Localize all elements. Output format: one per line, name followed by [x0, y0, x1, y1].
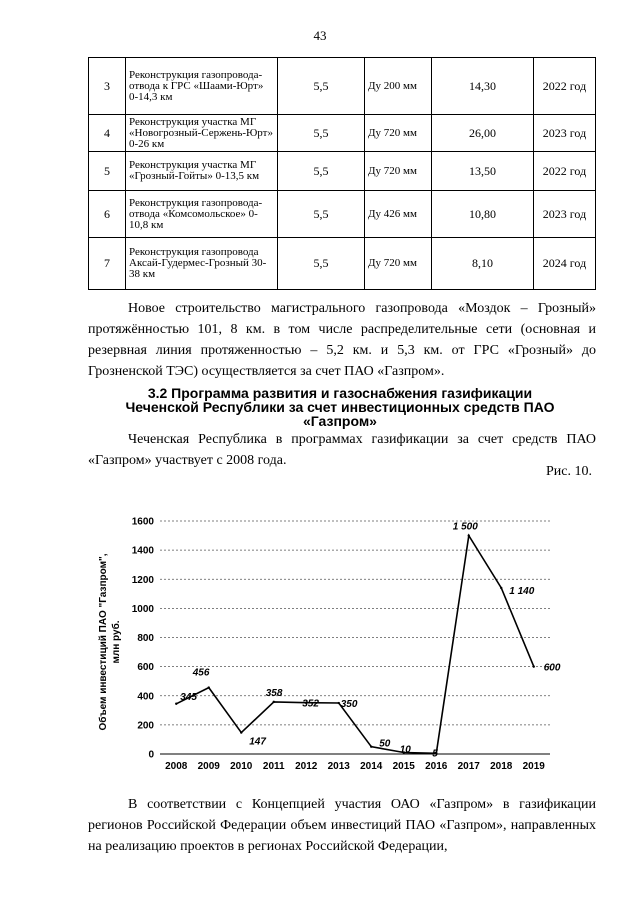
y-axis-title-line1: Объем инвестиций ПАО "Газпром", — [98, 553, 109, 731]
data-point — [273, 701, 275, 703]
y-tick-label: 200 — [137, 720, 154, 732]
project-name: Реконструкция газопровода-отвода к ГРС «Шаами-Юрт» 0-14,3 км — [126, 58, 278, 115]
x-tick-label: 2016 — [425, 761, 448, 772]
row-number: 6 — [89, 191, 126, 238]
x-tick-label: 2018 — [490, 761, 513, 772]
pressure-value: 5,5 — [278, 115, 365, 152]
table-row — [89, 115, 596, 152]
y-tick-label: 1400 — [131, 545, 154, 557]
project-name: Реконструкция участка МГ «Грозный-Гойты» 0-13,5 км — [126, 152, 278, 191]
x-tick-label: 2009 — [197, 761, 220, 772]
length-km: 26,00 — [432, 115, 534, 152]
investment-line-chart — [88, 505, 561, 780]
project-name: Реконструкция газопровода Аксай-Гудермес-Грозный 30-38 км — [126, 238, 278, 290]
y-tick-label: 600 — [137, 662, 154, 674]
table-row — [89, 152, 596, 191]
data-point — [533, 665, 535, 667]
completion-year: 2022 год — [534, 58, 596, 115]
data-label: 147 — [249, 736, 266, 748]
project-name: Реконструкция участка МГ «Новогрозный-Сержень-Юрт» 0-26 км — [126, 115, 278, 152]
x-tick-label: 2019 — [522, 761, 545, 772]
section-heading: 3.2 Программа развития и газоснабжения газификации Чеченской Республики за счет инвестиционных средств ПАО «Газпром» — [125, 385, 555, 429]
completion-year: 2023 год — [534, 191, 596, 238]
x-tick-label: 2014 — [360, 761, 383, 772]
row-number: 4 — [89, 115, 126, 152]
table-row — [89, 58, 596, 115]
paragraph-concept: В соответствии с Концепцией участия ОАО «Газпром» в газификации регионов Российской Федерации объем инвестиций ПАО «Газпром», направленных на реализацию проектов в регионах Российской Федерации, — [88, 797, 596, 854]
project-name: Реконструкция газопровода-отвода «Комсомольское» 0-10,8 км — [126, 191, 278, 238]
length-km: 10,80 — [432, 191, 534, 238]
length-km: 13,50 — [432, 152, 534, 191]
data-point — [468, 534, 470, 536]
pipe-diameter: Ду 720 мм — [365, 238, 432, 290]
y-tick-label: 800 — [137, 633, 154, 644]
x-tick-label: 2011 — [262, 761, 285, 772]
x-tick-label: 2008 — [165, 761, 188, 772]
pressure-value: 5,5 — [278, 238, 365, 290]
x-tick-label: 2012 — [295, 761, 318, 772]
row-number: 3 — [89, 58, 126, 115]
row-number: 7 — [89, 238, 126, 290]
page-number: 43 — [313, 28, 327, 43]
pressure-value: 5,5 — [278, 58, 365, 115]
data-point — [175, 703, 177, 705]
data-label: 456 — [192, 667, 210, 679]
pressure-value: 5,5 — [278, 152, 365, 191]
completion-year: 2023 год — [534, 115, 596, 152]
y-tick-label: 0 — [148, 749, 154, 761]
table-row — [89, 238, 596, 290]
length-km: 14,30 — [432, 58, 534, 115]
pipe-diameter: Ду 200 мм — [365, 58, 432, 115]
x-tick-label: 2017 — [457, 761, 480, 772]
completion-year: 2024 год — [534, 238, 596, 290]
row-number: 5 — [89, 152, 126, 191]
data-point — [500, 587, 502, 589]
data-label: 50 — [379, 738, 391, 750]
data-point — [240, 731, 242, 733]
data-label: 345 — [180, 691, 197, 703]
data-label: 358 — [265, 687, 283, 699]
data-label: 5 — [432, 748, 438, 760]
pipe-diameter: Ду 426 мм — [365, 191, 432, 238]
data-label: 1 500 — [452, 521, 478, 533]
y-tick-label: 1200 — [131, 574, 154, 586]
paragraph-new-construction: Новое строительство магистрального газопровода «Моздок – Грозный» протяжённостью 101, 8 км. в том числе распределительные сети (основная и резервная линия протяженностью – 5,2 км. и 5,3 км. от ГРС «Грозный» до Грозненской ТЭС) осуществляется за счет ПАО «Газпром». — [88, 301, 596, 379]
data-label: 350 — [340, 699, 358, 711]
gas-projects-table — [88, 57, 596, 290]
x-tick-label: 2015 — [392, 761, 415, 772]
data-label: 10 — [399, 744, 411, 756]
y-axis-title-line2: млн руб. — [111, 620, 122, 664]
data-label: 600 — [543, 662, 561, 674]
paragraph-program-participation: Чеченская Республика в программах газификации за счет средств ПАО «Газпром» участвует с 2008 года. — [88, 432, 596, 468]
data-point — [338, 702, 340, 704]
completion-year: 2022 год — [534, 152, 596, 191]
table-row — [89, 191, 596, 238]
x-tick-label: 2010 — [230, 761, 253, 772]
data-point — [370, 746, 372, 748]
y-tick-label: 1000 — [131, 603, 154, 615]
data-label: 1 140 — [509, 585, 535, 597]
pipe-diameter: Ду 720 мм — [365, 115, 432, 152]
data-label: 352 — [302, 698, 319, 710]
series-line-segment — [209, 536, 534, 754]
y-tick-label: 1600 — [131, 516, 154, 528]
length-km: 8,10 — [432, 238, 534, 290]
pressure-value: 5,5 — [278, 191, 365, 238]
figure-label: Рис. 10. — [546, 464, 592, 479]
x-tick-label: 2013 — [327, 761, 350, 772]
data-point — [208, 686, 210, 688]
pipe-diameter: Ду 720 мм — [365, 152, 432, 191]
y-tick-label: 400 — [137, 691, 154, 703]
